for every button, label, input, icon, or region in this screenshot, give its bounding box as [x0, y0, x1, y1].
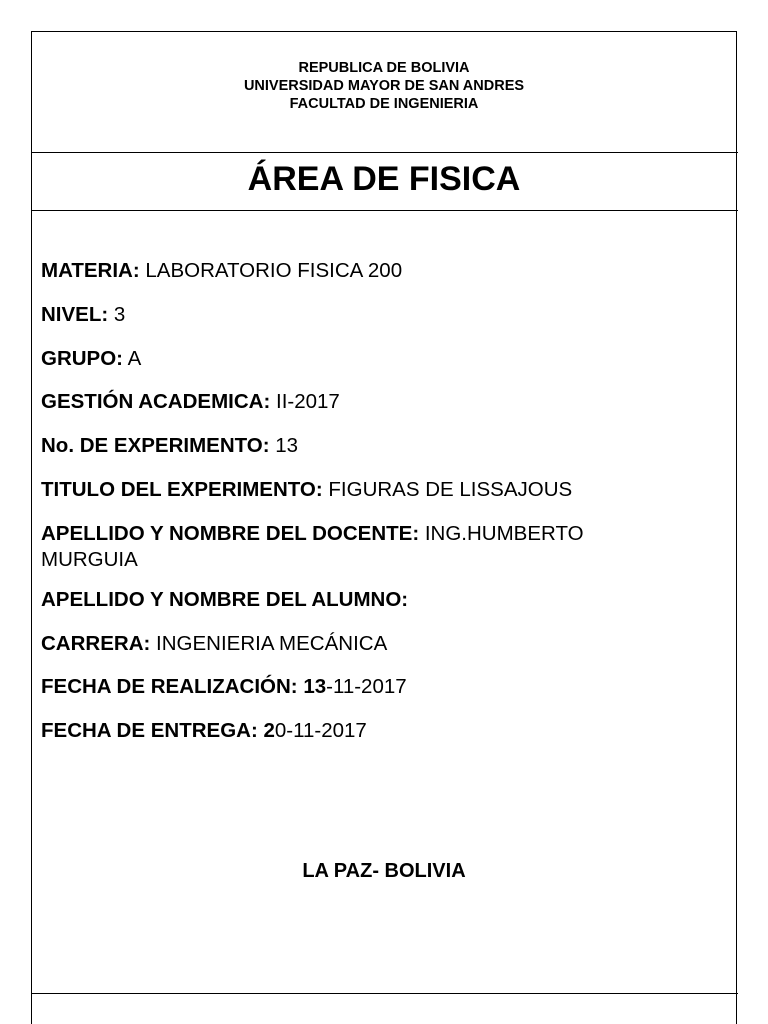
field-titulo [41, 477, 681, 503]
field-docente [41, 521, 681, 573]
header-country: REPUBLICA DE BOLIVIA [298, 60, 470, 76]
field-value: FIGURAS DE LISSAJOUS [322, 477, 573, 501]
field-label: GESTIÓN ACADEMICA: [41, 390, 271, 414]
field-entrega [41, 718, 681, 744]
field-nivel [41, 302, 681, 328]
field-label: APELLIDO Y NOMBRE DEL ALUMNO: [41, 587, 409, 611]
field-value: ING.HUMBERTO MURGUIA [41, 521, 584, 571]
field-label: FECHA DE ENTREGA: 2 [41, 719, 275, 743]
field-label: TITULO DEL EXPERIMENTO: [41, 477, 323, 501]
field-value: 3 [108, 302, 126, 326]
field-label: FECHA DE REALIZACIÓN: 13 [41, 675, 327, 699]
field-carrera [41, 631, 681, 657]
field-value: -11-2017 [326, 675, 407, 699]
header-university: UNIVERSIDAD MAYOR DE SAN ANDRES [243, 78, 525, 94]
field-label: CARRERA: [41, 631, 151, 655]
page-title: ÁREA DE FISICA [247, 160, 521, 198]
field-gestion [41, 389, 681, 415]
field-materia [41, 258, 681, 284]
field-experimento [41, 433, 681, 459]
field-value: INGENIERIA MECÁNICA [150, 631, 388, 655]
field-value: II-2017 [270, 390, 340, 414]
field-label: NIVEL: [41, 302, 109, 326]
field-realizacion [41, 674, 681, 700]
field-alumno [41, 587, 681, 613]
institution-header [31, 59, 737, 113]
field-grupo [41, 346, 681, 372]
field-value: LABORATORIO FISICA 200 [139, 259, 403, 282]
field-label: No. DE EXPERIMENTO: [41, 434, 270, 458]
divider-title [31, 210, 738, 211]
field-label: APELLIDO Y NOMBRE DEL DOCENTE: [41, 521, 420, 545]
divider-header [31, 152, 738, 153]
field-value: 13 [269, 434, 299, 458]
report-fields [41, 258, 681, 762]
field-label: GRUPO: [41, 346, 123, 370]
field-value: A [123, 346, 142, 370]
location-footer: LA PAZ- BOLIVIA [302, 860, 466, 882]
field-label: MATERIA: [41, 259, 140, 282]
header-faculty: FACULTAD DE INGENIERIA [289, 96, 479, 112]
divider-bottom [31, 993, 738, 994]
field-value: 0-11-2017 [274, 719, 367, 743]
